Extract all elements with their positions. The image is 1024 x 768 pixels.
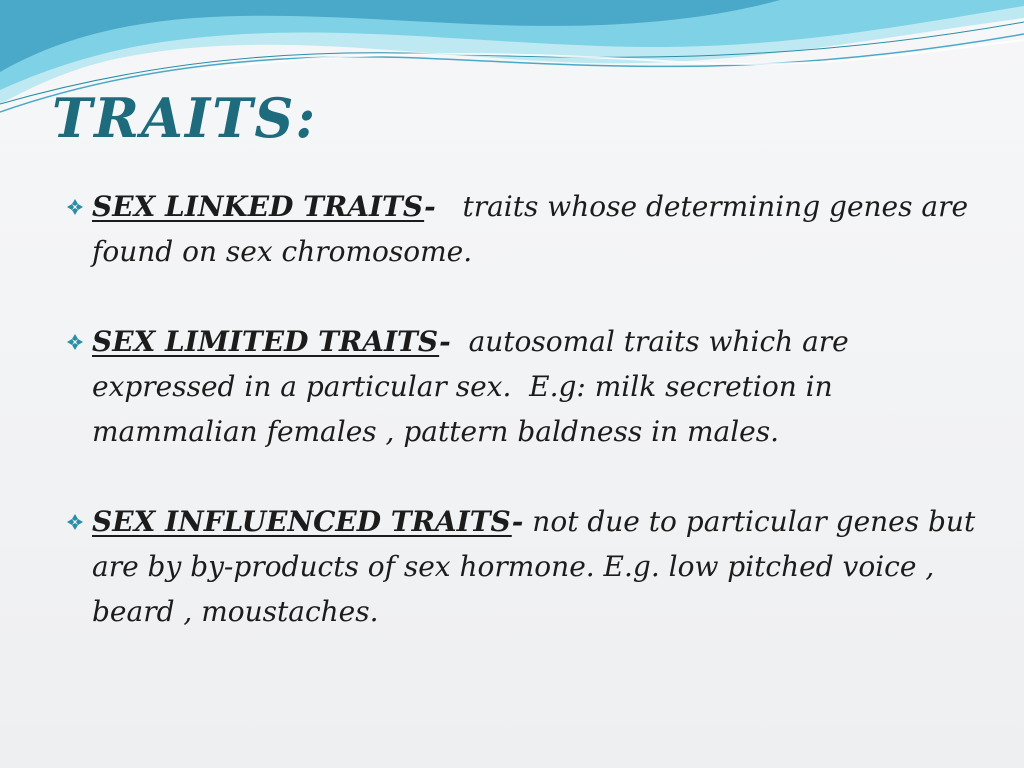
diamond-bullet-icon (66, 333, 84, 351)
bullet-list (66, 184, 986, 679)
bullet-separator: - (511, 505, 524, 538)
bullet-sex-linked-traits (66, 184, 986, 274)
bullet-term: SEX LIMITED TRAITS (92, 325, 440, 358)
diamond-bullet-icon (66, 513, 84, 531)
bullet-term: SEX LINKED TRAITS (92, 190, 425, 223)
bullet-sex-limited-traits (66, 319, 986, 454)
diamond-bullet-icon (66, 198, 84, 216)
bullet-sex-influenced-traits (66, 499, 986, 634)
bullet-separator: - (439, 325, 451, 358)
bullet-text: traits whose determining genes are found on sex chromosome. (92, 190, 977, 268)
slide-title: TRAITS: (52, 86, 318, 150)
bullet-text: not due to particular genes but are by by-products of sex hormone. E.g. low pitched voice , beard , moustaches. (92, 505, 985, 628)
bullet-text: autosomal traits which are expressed in a particular sex. E.g: milk secretion in mammalian females , pattern baldness in males. (92, 325, 858, 448)
bullet-term: SEX INFLUENCED TRAITS (92, 505, 512, 538)
bullet-separator: - (424, 190, 436, 223)
